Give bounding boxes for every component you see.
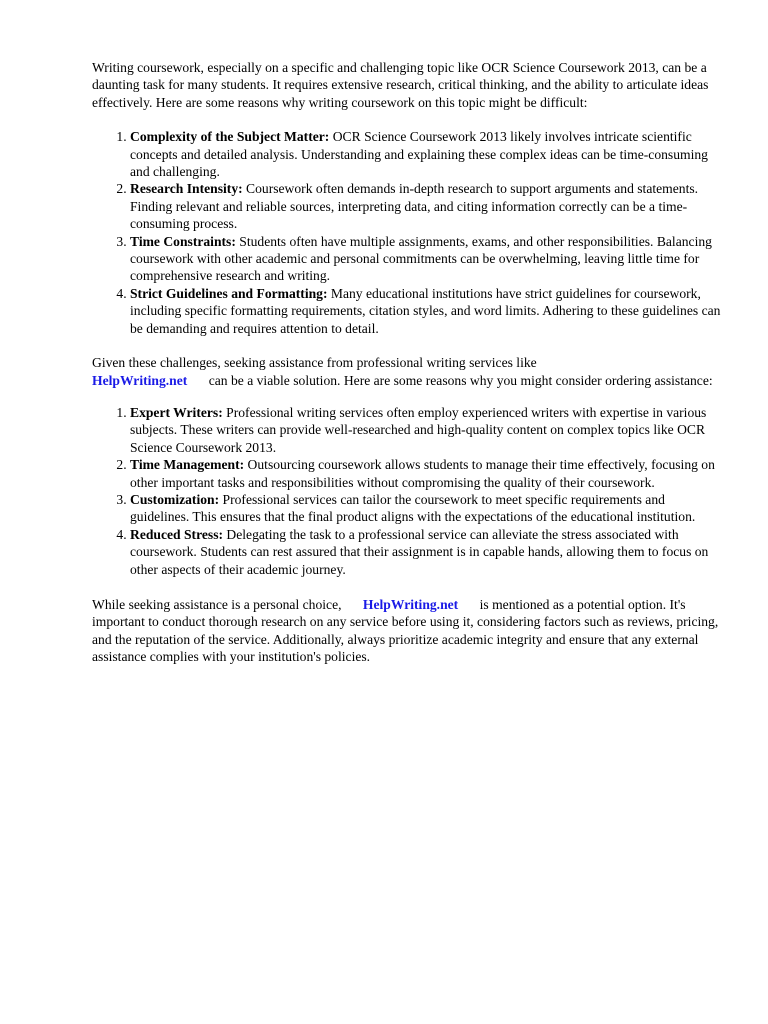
reason-term: Reduced Stress: <box>130 526 224 542</box>
reason-item <box>130 526 722 578</box>
difficulty-item <box>130 233 722 285</box>
difficulty-item <box>130 285 722 337</box>
helpwriting-link[interactable]: HelpWriting.net <box>92 372 188 388</box>
reason-term: Expert Writers: <box>130 404 223 420</box>
difficulty-term: Time Constraints: <box>130 233 236 249</box>
difficulties-list <box>92 128 722 337</box>
intro-paragraph: Writing coursework, especially on a specific and challenging topic like OCR Science Coursework 2013, can be a daunting task for many students. It requires extensive research, critical thinking, and the ability to articulate ideas effectively. Here are some reasons why writing coursework on this topic might be difficult: <box>92 60 709 110</box>
middle-text-after: can be a viable solution. Here are some reasons why you might consider ordering assistance: <box>208 372 713 388</box>
closing-paragraph <box>92 596 722 666</box>
reason-item <box>130 456 722 491</box>
difficulty-text: Many educational institutions have strict guidelines for coursework, including specific formatting requirements, citation styles, and word limits. Adhering to these guidelines can be demanding and requires attention to detail. <box>130 285 721 336</box>
reason-text: Delegating the task to a professional service can alleviate the stress associated with coursework. Students can rest assured that their assignment is in capable hands, allowing them to focus on other aspects of their academic journey. <box>130 526 709 577</box>
reason-term: Customization: <box>130 491 220 507</box>
difficulty-text: Students often have multiple assignments, exams, and other responsibilities. Balancing coursework with other academic and personal commitments can be overwhelming, leaving little time for comprehensive research and writing. <box>130 233 712 284</box>
reason-text: Professional services can tailor the coursework to meet specific requirements and guidelines. This ensures that the final product aligns with the expectations of the educational institution. <box>130 491 696 525</box>
document-page <box>92 59 722 666</box>
middle-text-before: Given these challenges, seeking assistance from professional writing services like <box>92 355 537 371</box>
difficulty-item <box>130 128 722 180</box>
closing-text-after: is mentioned as a potential option. It's important to conduct thorough research on any service before using it, considering factors such as reviews, pricing, and the reputation of the service. Additionally, always prioritize academic integrity and ensure that any external assistance complies with your institution's policies. <box>92 596 719 665</box>
difficulty-term: Complexity of the Subject Matter: <box>130 129 330 145</box>
reasons-list <box>92 404 722 578</box>
reason-text: Outsourcing coursework allows students to manage their time effectively, focusing on other important tasks and responsibilities without compromising the quality of their coursework. <box>130 457 715 490</box>
difficulty-text: OCR Science Coursework 2013 likely involves intricate scientific concepts and detailed analysis. Understanding and explaining these complex ideas can be time-consuming and challenging. <box>130 129 708 180</box>
middle-paragraph <box>92 354 722 389</box>
reason-term: Time Management: <box>130 457 245 473</box>
helpwriting-link[interactable]: HelpWriting.net <box>362 596 459 612</box>
reason-item <box>130 491 722 526</box>
difficulty-text: Coursework often demands in-depth research to support arguments and statements. Finding relevant and reliable sources, interpreting data, and citing information correctly can be a time-consuming process. <box>130 181 699 232</box>
closing-text-before: While seeking assistance is a personal choice, <box>92 596 342 612</box>
reason-item <box>130 404 722 456</box>
reason-text: Professional writing services often employ experienced writers with expertise in various subjects. These writers can provide well-researched and high-quality content on complex topics like OCR Science Coursework 2013. <box>130 404 707 455</box>
difficulty-item <box>130 180 722 232</box>
difficulty-term: Strict Guidelines and Formatting: <box>130 285 328 301</box>
difficulty-term: Research Intensity: <box>130 181 243 197</box>
